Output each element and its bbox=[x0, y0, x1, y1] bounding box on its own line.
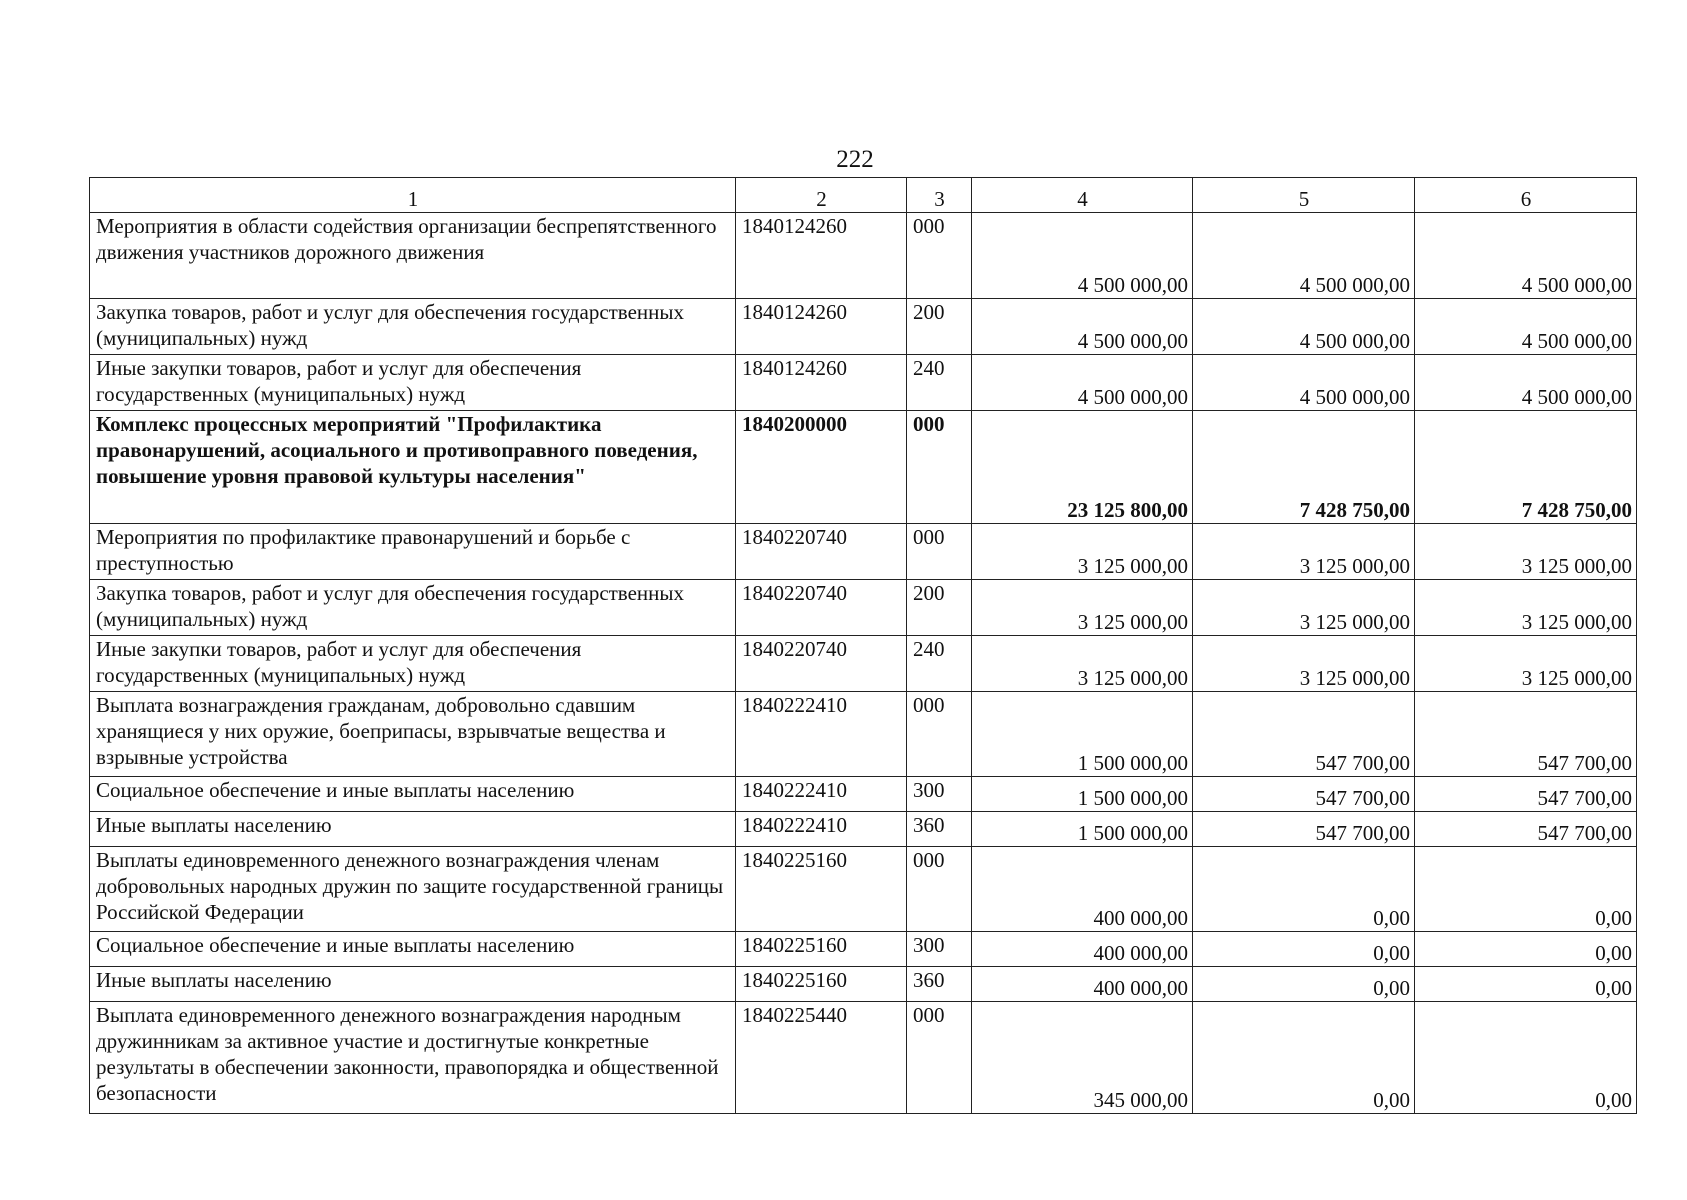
row-name-cell: Закупка товаров, работ и услуг для обеспечения государственных (муниципальных) нужд bbox=[90, 580, 736, 636]
row-value-col5: 4 500 000,00 bbox=[1193, 355, 1415, 411]
row-value-col4: 3 125 000,00 bbox=[972, 580, 1193, 636]
row-type-cell: 000 bbox=[907, 213, 972, 299]
row-name-cell: Иные выплаты населению bbox=[90, 812, 736, 847]
table-row bbox=[90, 692, 1637, 777]
row-type-cell: 200 bbox=[907, 299, 972, 355]
row-name-cell: Закупка товаров, работ и услуг для обеспечения государственных (муниципальных) нужд bbox=[90, 299, 736, 355]
table-row bbox=[90, 932, 1637, 967]
row-value-col6: 0,00 bbox=[1415, 932, 1637, 967]
row-type-cell: 360 bbox=[907, 812, 972, 847]
row-value-col5: 3 125 000,00 bbox=[1193, 636, 1415, 692]
row-type-cell: 300 bbox=[907, 777, 972, 812]
row-name-cell: Иные закупки товаров, работ и услуг для обеспечения государственных (муниципальных) нужд bbox=[90, 355, 736, 411]
row-value-col6: 3 125 000,00 bbox=[1415, 636, 1637, 692]
row-name-cell: Иные закупки товаров, работ и услуг для обеспечения государственных (муниципальных) нужд bbox=[90, 636, 736, 692]
row-type-cell: 000 bbox=[907, 692, 972, 777]
row-name-cell: Выплата вознаграждения гражданам, добровольно сдавшим хранящиеся у них оружие, боеприпасы, взрывчатые вещества и взрывные устройства bbox=[90, 692, 736, 777]
row-code-cell: 1840222410 bbox=[736, 692, 907, 777]
row-code-cell: 1840222410 bbox=[736, 777, 907, 812]
row-value-col6: 4 500 000,00 bbox=[1415, 355, 1637, 411]
row-value-col5: 4 500 000,00 bbox=[1193, 299, 1415, 355]
row-code-cell: 1840124260 bbox=[736, 213, 907, 299]
table-header-row bbox=[90, 178, 1637, 213]
row-value-col6: 3 125 000,00 bbox=[1415, 580, 1637, 636]
row-type-cell: 000 bbox=[907, 847, 972, 932]
table-row bbox=[90, 411, 1637, 524]
row-value-col6: 4 500 000,00 bbox=[1415, 299, 1637, 355]
column-header: 2 bbox=[736, 178, 907, 213]
row-value-col5: 3 125 000,00 bbox=[1193, 524, 1415, 580]
row-value-col6: 0,00 bbox=[1415, 1002, 1637, 1114]
column-header: 4 bbox=[972, 178, 1193, 213]
row-value-col6: 547 700,00 bbox=[1415, 777, 1637, 812]
table-row bbox=[90, 812, 1637, 847]
row-value-col5: 0,00 bbox=[1193, 932, 1415, 967]
table-row bbox=[90, 777, 1637, 812]
row-value-col6: 7 428 750,00 bbox=[1415, 411, 1637, 524]
row-code-cell: 1840225160 bbox=[736, 932, 907, 967]
row-code-cell: 1840220740 bbox=[736, 636, 907, 692]
row-code-cell: 1840225160 bbox=[736, 967, 907, 1002]
row-value-col4: 4 500 000,00 bbox=[972, 299, 1193, 355]
row-value-col6: 0,00 bbox=[1415, 847, 1637, 932]
row-value-col4: 1 500 000,00 bbox=[972, 812, 1193, 847]
row-value-col5: 7 428 750,00 bbox=[1193, 411, 1415, 524]
row-type-cell: 200 bbox=[907, 580, 972, 636]
row-value-col4: 1 500 000,00 bbox=[972, 777, 1193, 812]
row-value-col5: 547 700,00 bbox=[1193, 777, 1415, 812]
row-type-cell: 000 bbox=[907, 524, 972, 580]
row-value-col4: 4 500 000,00 bbox=[972, 213, 1193, 299]
table-row bbox=[90, 299, 1637, 355]
table-row bbox=[90, 580, 1637, 636]
row-code-cell: 1840225440 bbox=[736, 1002, 907, 1114]
row-type-cell: 360 bbox=[907, 967, 972, 1002]
row-type-cell: 300 bbox=[907, 932, 972, 967]
row-name-cell: Социальное обеспечение и иные выплаты населению bbox=[90, 777, 736, 812]
row-type-cell: 000 bbox=[907, 1002, 972, 1114]
column-header: 3 bbox=[907, 178, 972, 213]
row-value-col5: 0,00 bbox=[1193, 847, 1415, 932]
row-value-col6: 547 700,00 bbox=[1415, 692, 1637, 777]
page-number: 222 bbox=[836, 146, 874, 173]
row-value-col4: 400 000,00 bbox=[972, 967, 1193, 1002]
table-row bbox=[90, 355, 1637, 411]
row-code-cell: 1840222410 bbox=[736, 812, 907, 847]
row-value-col6: 547 700,00 bbox=[1415, 812, 1637, 847]
row-type-cell: 240 bbox=[907, 636, 972, 692]
table-row bbox=[90, 1002, 1637, 1114]
row-name-cell: Иные выплаты населению bbox=[90, 967, 736, 1002]
row-code-cell: 1840225160 bbox=[736, 847, 907, 932]
row-code-cell: 1840200000 bbox=[736, 411, 907, 524]
row-value-col4: 23 125 800,00 bbox=[972, 411, 1193, 524]
row-value-col6: 3 125 000,00 bbox=[1415, 524, 1637, 580]
row-name-cell: Выплата единовременного денежного вознаграждения народным дружинникам за активное участие и достигнутые конкретные результаты в обеспечении законности, правопорядка и общественной безопасности bbox=[90, 1002, 736, 1114]
column-header: 6 bbox=[1415, 178, 1637, 213]
row-value-col4: 4 500 000,00 bbox=[972, 355, 1193, 411]
row-name-cell: Мероприятия в области содействия организации беспрепятственного движения участников дорожного движения bbox=[90, 213, 736, 299]
row-name-cell: Комплекс процессных мероприятий "Профилактика правонарушений, асоциального и противоправного поведения, повышение уровня правовой культуры населения" bbox=[90, 411, 736, 524]
row-value-col4: 3 125 000,00 bbox=[972, 636, 1193, 692]
table-row bbox=[90, 636, 1637, 692]
table-row bbox=[90, 524, 1637, 580]
row-type-cell: 240 bbox=[907, 355, 972, 411]
column-header: 5 bbox=[1193, 178, 1415, 213]
row-code-cell: 1840220740 bbox=[736, 524, 907, 580]
budget-table bbox=[89, 177, 1637, 1114]
row-value-col5: 3 125 000,00 bbox=[1193, 580, 1415, 636]
row-value-col4: 1 500 000,00 bbox=[972, 692, 1193, 777]
row-value-col4: 400 000,00 bbox=[972, 847, 1193, 932]
row-value-col4: 3 125 000,00 bbox=[972, 524, 1193, 580]
row-code-cell: 1840124260 bbox=[736, 355, 907, 411]
row-value-col4: 345 000,00 bbox=[972, 1002, 1193, 1114]
row-value-col6: 0,00 bbox=[1415, 967, 1637, 1002]
row-value-col5: 0,00 bbox=[1193, 1002, 1415, 1114]
row-code-cell: 1840124260 bbox=[736, 299, 907, 355]
row-value-col5: 547 700,00 bbox=[1193, 692, 1415, 777]
row-code-cell: 1840220740 bbox=[736, 580, 907, 636]
table-row bbox=[90, 213, 1637, 299]
row-value-col4: 400 000,00 bbox=[972, 932, 1193, 967]
table-row bbox=[90, 847, 1637, 932]
row-name-cell: Выплаты единовременного денежного вознаграждения членам добровольных народных дружин по защите государственной границы Российской Федерации bbox=[90, 847, 736, 932]
row-value-col5: 4 500 000,00 bbox=[1193, 213, 1415, 299]
row-name-cell: Мероприятия по профилактике правонарушений и борьбе с преступностью bbox=[90, 524, 736, 580]
row-value-col6: 4 500 000,00 bbox=[1415, 213, 1637, 299]
row-value-col5: 0,00 bbox=[1193, 967, 1415, 1002]
column-header: 1 bbox=[90, 178, 736, 213]
table-row bbox=[90, 967, 1637, 1002]
row-value-col5: 547 700,00 bbox=[1193, 812, 1415, 847]
row-type-cell: 000 bbox=[907, 411, 972, 524]
row-name-cell: Социальное обеспечение и иные выплаты населению bbox=[90, 932, 736, 967]
